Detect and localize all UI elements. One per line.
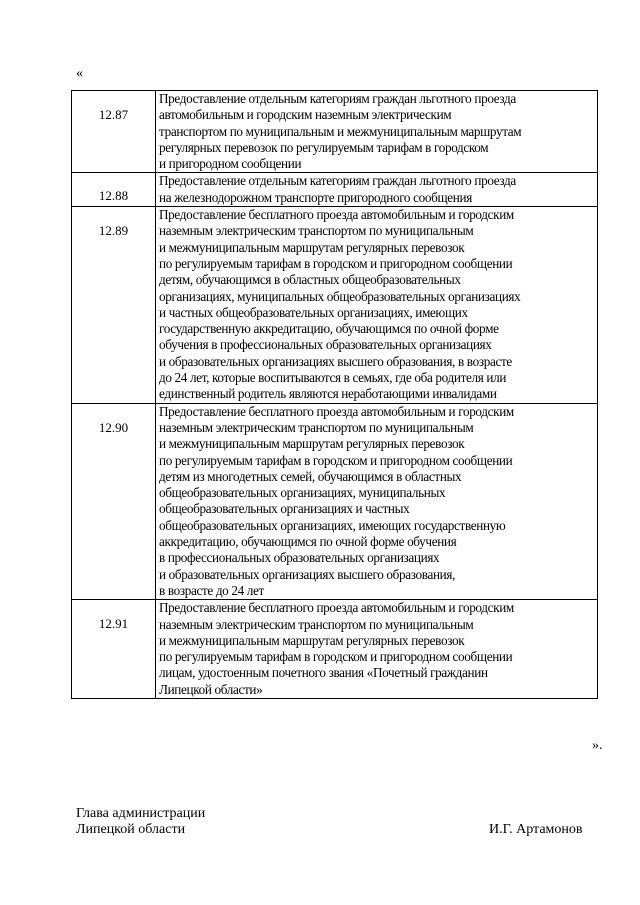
description-line: по регулируемым тарифам в городском и пригородном сообщении xyxy=(159,255,513,271)
signatory-title-line: Глава администрации xyxy=(76,806,206,821)
services-table xyxy=(71,90,598,699)
closing-quote-mark: ». xyxy=(592,738,603,753)
signatory-name: И.Г. Артамонов xyxy=(489,822,583,837)
description-line: до 24 лет, которые воспитываются в семьях, где оба родителя или xyxy=(159,370,507,386)
description-line: и образовательных организациях высшего образования, в возрасте xyxy=(159,353,512,369)
description-line: и пригородном сообщении xyxy=(159,156,302,172)
row-number: 12.89 xyxy=(72,207,156,404)
row-description xyxy=(156,91,598,173)
description-line: в возрасте до 24 лет xyxy=(159,582,264,598)
description-line: в профессиональных образовательных организациях xyxy=(159,550,440,566)
description-line: обучения в профессиональных образовательных организациях xyxy=(159,337,492,353)
description-line: лицам, удостоенным почетного звания «Почетный гражданин xyxy=(159,665,488,681)
description-line: Липецкой области» xyxy=(159,681,263,697)
description-line: и межмуниципальным маршрутам регулярных перевозок xyxy=(159,239,465,255)
opening-quote-mark: « xyxy=(76,66,83,81)
description-line: по регулируемым тарифам в городском и пригородном сообщении xyxy=(159,452,513,468)
table-row xyxy=(72,91,598,173)
row-number: 12.88 xyxy=(72,173,156,207)
description-line: Предоставление бесплатного проезда автомобильным и городским xyxy=(159,403,514,419)
description-line: аккредитацию, обучающимся по очной форме обучения xyxy=(159,534,457,550)
description-line: детям из многодетных семей, обучающимся в областных xyxy=(159,468,462,484)
description-line: автомобильным и городским наземным электрическим xyxy=(159,107,452,123)
description-line: Предоставление бесплатного проезда автомобильным и городским xyxy=(159,207,514,223)
description-line: и частных общеобразовательных организациях, имеющих xyxy=(159,304,468,320)
row-description xyxy=(156,403,598,600)
description-line: детям, обучающимся в областных общеобразовательных xyxy=(159,272,461,288)
description-line: государственную аккредитацию, обучающимся по очной форме xyxy=(159,321,499,337)
row-description xyxy=(156,600,598,699)
row-number: 12.87 xyxy=(72,91,156,173)
description-line: на железнодорожном транспорте пригородного сообщения xyxy=(159,189,472,205)
table-row xyxy=(72,207,598,404)
description-line: организациях, муниципальных общеобразовательных организациях xyxy=(159,288,521,304)
description-line: общеобразовательных организациях и частных xyxy=(159,501,410,517)
row-number: 12.91 xyxy=(72,600,156,699)
table-row xyxy=(72,403,598,600)
row-description xyxy=(156,173,598,207)
row-number: 12.90 xyxy=(72,403,156,600)
signatory-title xyxy=(76,806,205,838)
description-line: и межмуниципальным маршрутам регулярных перевозок xyxy=(159,632,465,648)
description-line: регулярных перевозок по регулируемым тарифам в городском xyxy=(159,139,489,155)
signatory-title-line: Липецкой области xyxy=(76,822,186,837)
description-line: Предоставление отдельным категориям граждан льготного проезда xyxy=(159,173,516,189)
description-line: наземным электрическим транспортом по муниципальным xyxy=(159,616,474,632)
table-row xyxy=(72,600,598,699)
description-line: и межмуниципальным маршрутам регулярных перевозок xyxy=(159,436,465,452)
description-line: наземным электрическим транспортом по муниципальным xyxy=(159,223,474,239)
description-line: единственный родитель являются неработающими инвалидами xyxy=(159,386,497,402)
description-line: Предоставление бесплатного проезда автомобильным и городским xyxy=(159,600,514,616)
description-line: и образовательных организациях высшего образования, xyxy=(159,566,456,582)
description-line: Предоставление отдельным категориям граждан льготного проезда xyxy=(159,91,516,106)
description-line: общеобразовательных организациях, имеющих государственную xyxy=(159,517,506,533)
description-line: транспортом по муниципальным и межмуниципальным маршрутам xyxy=(159,123,522,139)
description-line: наземным электрическим транспортом по муниципальным xyxy=(159,419,474,435)
table-row xyxy=(72,173,598,207)
row-description xyxy=(156,207,598,404)
description-line: общеобразовательных организациях, муниципальных xyxy=(159,485,446,501)
description-line: по регулируемым тарифам в городском и пригородном сообщении xyxy=(159,649,513,665)
